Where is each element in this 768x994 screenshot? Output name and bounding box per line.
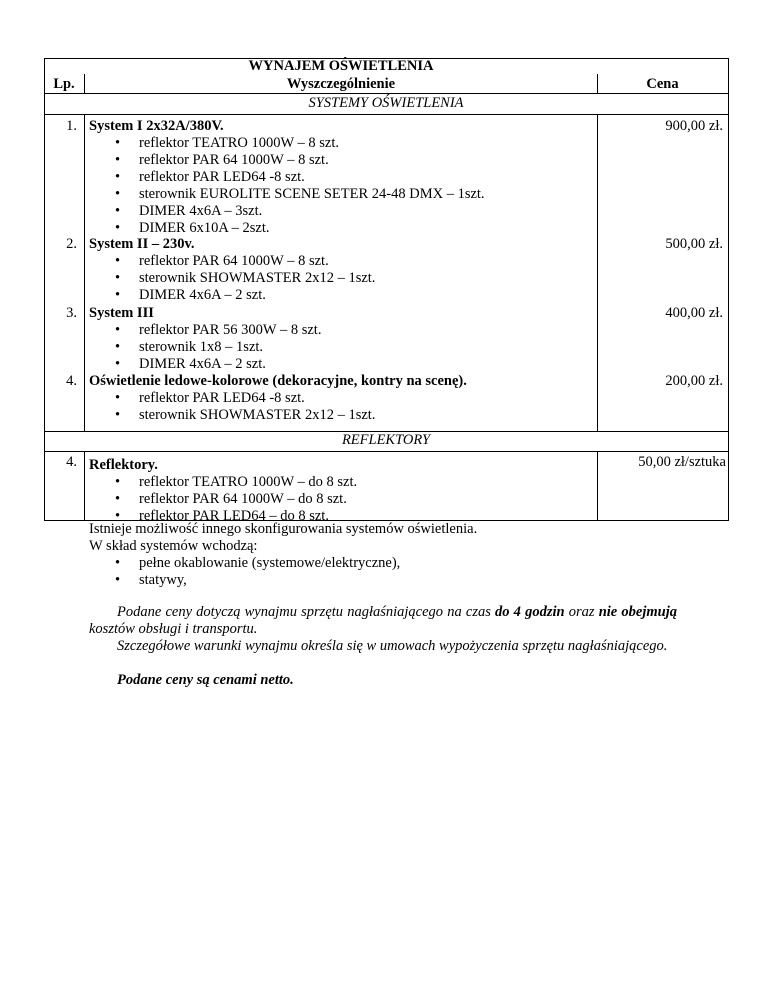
- footer-net-price-note: Podane ceny są cenami netto.: [117, 672, 294, 688]
- footer-emphasis: do 4 godzin: [495, 604, 565, 620]
- list-item: • sterownik EUROLITE SCENE SETER 24-48 DMX – 1szt.: [139, 186, 485, 203]
- list-item: • reflektor TEATRO 1000W – 8 szt.: [139, 135, 339, 152]
- row-title: System III: [89, 305, 154, 321]
- footer-text: oraz: [564, 604, 599, 620]
- list-item: • sterownik SHOWMASTER 2x12 – 1szt.: [139, 270, 375, 287]
- list-item: • DIMER 4x6A – 2 szt.: [139, 287, 266, 304]
- footer-text: Podane ceny dotyczą wynajmu sprzętu nagłaśniającego na czas: [117, 604, 496, 620]
- row-price: 400,00 zł.: [665, 305, 723, 321]
- row-lp: 4.: [66, 454, 77, 470]
- header-lp: Lp.: [53, 76, 75, 92]
- table-border-right: [728, 58, 729, 521]
- list-item: • reflektor PAR 64 1000W – 8 szt.: [139, 253, 329, 270]
- header-divider: [44, 93, 729, 94]
- list-item: • DIMER 6x10A – 2szt.: [139, 220, 270, 237]
- row-price: 200,00 zł.: [665, 373, 723, 389]
- footer-text: kosztów obsługi i transportu.: [89, 621, 258, 637]
- list-item: • reflektor PAR 64 1000W – do 8 szt.: [139, 491, 347, 508]
- row-price: 50,00 zł/sztuka: [638, 454, 726, 470]
- section-divider: [44, 451, 729, 452]
- row-title: Reflektory.: [89, 457, 158, 473]
- header-item: Wyszczególnienie: [286, 76, 396, 92]
- col-divider: [84, 114, 85, 432]
- row-title: Oświetlenie ledowe-kolorowe (dekoracyjne, kontry na scenę).: [89, 373, 467, 389]
- row-lp: 3.: [66, 305, 77, 321]
- list-item: • reflektor PAR LED64 – do 8 szt.: [139, 508, 329, 525]
- footer-paragraph: [89, 604, 677, 638]
- footer-paragraph: Szczegółowe warunki wynajmu określa się w umowach wypożyczenia sprzętu nagłaśniającego.: [117, 638, 668, 654]
- footer-emphasis: nie obejmują: [598, 604, 677, 620]
- section-title: REFLEKTORY: [341, 432, 431, 448]
- row-title: System I 2x32A/380V.: [89, 118, 224, 134]
- row-title: System II – 230v.: [89, 236, 195, 252]
- row-price: 500,00 zł.: [665, 236, 723, 252]
- col-divider: [84, 451, 85, 521]
- list-item: • pełne okablowanie (systemowe/elektryczne),: [139, 555, 400, 572]
- section-title: SYSTEMY OŚWIETLENIA: [308, 95, 464, 111]
- list-item: • reflektor TEATRO 1000W – do 8 szt.: [139, 474, 357, 491]
- row-lp: 2.: [66, 236, 77, 252]
- row-price: 900,00 zł.: [665, 118, 723, 134]
- note-line: Istnieje możliwość innego skonfigurowania systemów oświetlenia.: [89, 521, 478, 537]
- list-item: • sterownik SHOWMASTER 2x12 – 1szt.: [139, 407, 375, 424]
- list-item: • reflektor PAR LED64 -8 szt.: [139, 169, 305, 186]
- row-lp: 4.: [66, 373, 77, 389]
- list-item: • DIMER 4x6A – 3szt.: [139, 203, 262, 220]
- note-line: W skład systemów wchodzą:: [89, 538, 258, 554]
- table-title: WYNAJEM OŚWIETLENIA: [248, 58, 434, 74]
- list-item: • statywy,: [139, 572, 187, 589]
- list-item: • reflektor PAR 64 1000W – 8 szt.: [139, 152, 329, 169]
- list-item: • sterownik 1x8 – 1szt.: [139, 339, 263, 356]
- header-price: Cena: [646, 76, 679, 92]
- list-item: • DIMER 4x6A – 2 szt.: [139, 356, 266, 373]
- row-lp: 1.: [66, 118, 77, 134]
- section-divider: [44, 114, 729, 115]
- list-item: • reflektor PAR LED64 -8 szt.: [139, 390, 305, 407]
- list-item: • reflektor PAR 56 300W – 8 szt.: [139, 322, 321, 339]
